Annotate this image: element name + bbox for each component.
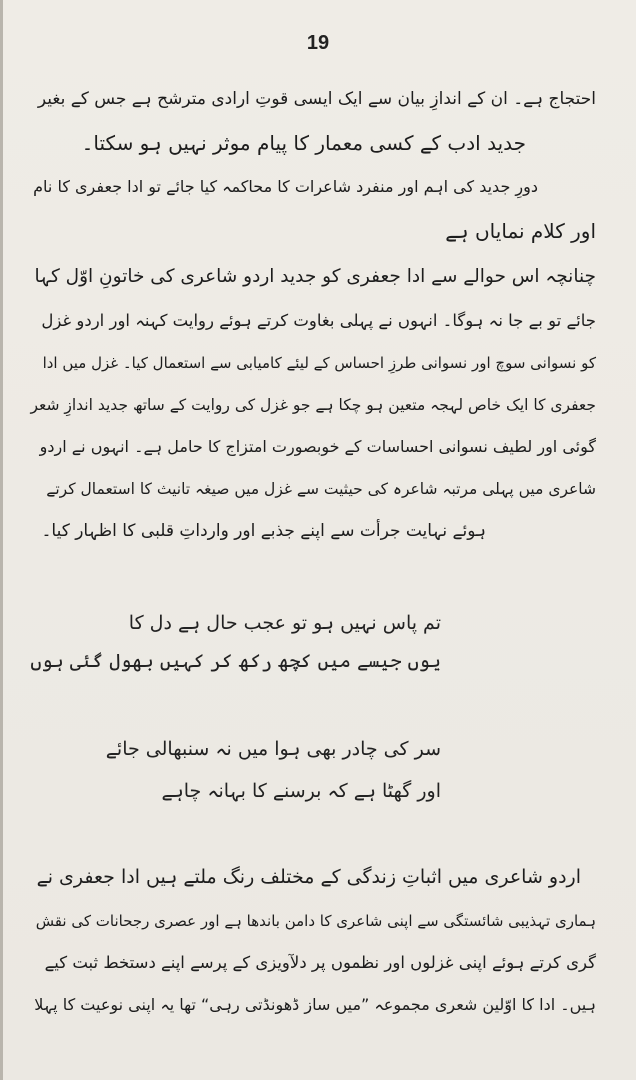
paragraph-1-line-1: احتجاج ہے۔ ان کے اندازِ بیان سے ایک ایسی قوتِ ارادی مترشح ہے جس کے بغیر (37, 89, 596, 109)
paragraph-2-line-1: دورِ جدید کی اہم اور منفرد شاعرات کا محاکمہ کیا جائے تو ادا جعفری کا نام (33, 177, 538, 196)
couplet-2-line-2: اور گھٹا ہے کہ برسنے کا بہانہ چاہے (161, 780, 441, 802)
page-number: 19 (306, 32, 330, 54)
paragraph-4-line-2: ہماری تہذیبی شائستگی سے اپنی شاعری کا دامن باندھا ہے اور عصری رجحانات کی نقش (35, 912, 596, 930)
paragraph-2-line-2: اور کلام نمایاں ہے (445, 219, 596, 243)
paragraph-3-line-7: ہوئے نہایت جرأت سے اپنے جذبے اور وارداتِ قلبی کا اظہار کیا۔ (41, 521, 486, 541)
paragraph-3-line-5: گوئی اور لطیف نسوانی احساسات کے خوبصورت امتزاج کا حامل ہے۔ انہوں نے اردو (39, 437, 596, 456)
paragraph-3-line-2: جائے تو بے جا نہ ہوگا۔ انہوں نے پہلی بغاوت کرتے ہوئے روایت کہنہ اور اردو غزل (41, 311, 596, 330)
couplet-1-line-2: یوں جیسے میں کچھ رکھ کر کہیں بھول گئی ہوں (30, 650, 441, 672)
page-edge-shadow (0, 0, 3, 1080)
paragraph-3-line-4: جعفری کا ایک خاص لہجہ متعین ہو چکا ہے جو غزل کی روایت کے ساتھ جدید اندازِ شعر (30, 396, 596, 414)
paragraph-1-line-2: جدید ادب کے کسی معمار کا پیام موثر نہیں ہو سکتا۔ (81, 131, 526, 155)
couplet-1-line-1: تم پاس نہیں ہو تو عجب حال ہے دل کا (128, 612, 441, 634)
paragraph-3-line-6: شاعری میں پہلی مرتبہ شاعرہ کی حیثیت سے غزل میں صیغہ تانیث کا استعمال کرتے (46, 480, 596, 498)
paragraph-4-line-3: گری کرتے ہوئے اپنی غزلوں اور نظموں پر دلآویزی کے پرسے اپنے دستخط ثبت کیے (44, 953, 596, 972)
couplet-2-line-1: سر کی چادر بھی ہوا میں نہ سنبھالی جائے (105, 738, 441, 760)
paragraph-4-line-4: ہیں۔ ادا کا اوّلین شعری مجموعہ ”میں ساز ڈھونڈتی رہی“ تھا یہ اپنی نوعیت کا پہلا (34, 995, 596, 1014)
paragraph-3-line-3: کو نسوانی سوچ اور نسوانی طرزِ احساس کے لیئے کامیابی سے استعمال کیا۔ غزل میں ادا (42, 354, 596, 372)
paragraph-4-line-1: اردو شاعری میں اثباتِ زندگی کے مختلف رنگ ملتے ہیں ادا جعفری نے (36, 866, 581, 888)
paragraph-3-line-1: چنانچہ اس حوالے سے ادا جعفری کو جدید اردو شاعری کی خاتونِ اوّل کہا (34, 266, 596, 287)
